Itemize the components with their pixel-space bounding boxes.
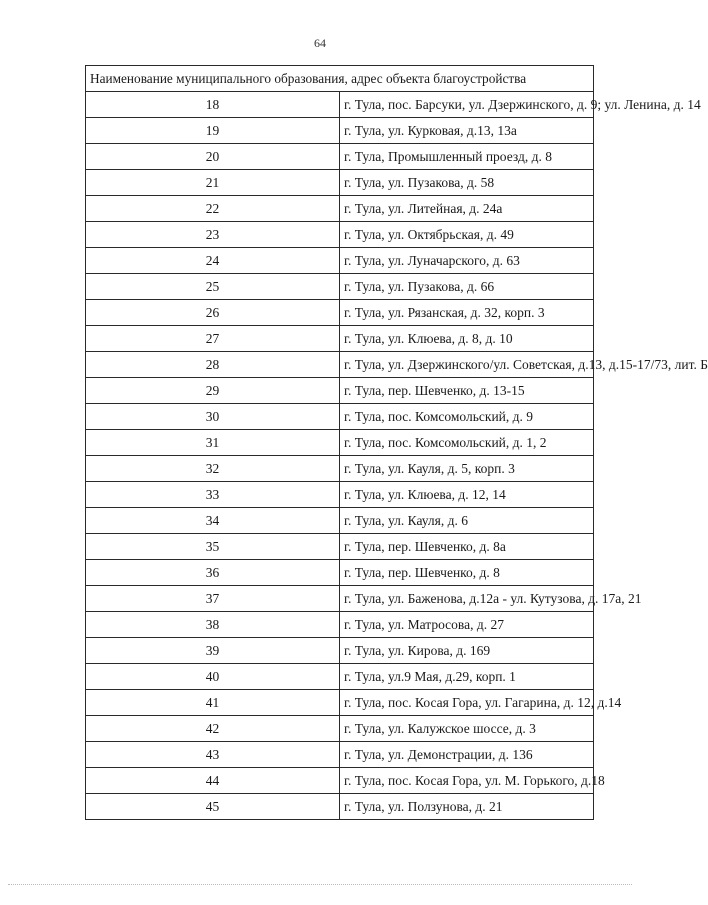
table-row — [86, 222, 594, 248]
row-address: г. Тула, пос. Комсомольский, д. 1, 2 — [340, 430, 594, 456]
table-row — [86, 638, 594, 664]
row-address: г. Тула, ул.9 Мая, д.29, корп. 1 — [340, 664, 594, 690]
table-row — [86, 534, 594, 560]
address-table — [85, 65, 708, 820]
row-number: 19 — [86, 118, 340, 144]
table-row — [86, 742, 594, 768]
table-row — [86, 690, 594, 716]
row-address: г. Тула, ул. Матросова, д. 27 — [340, 612, 594, 638]
row-address: г. Тула, ул. Дзержинского/ул. Советская, д.13, д.15-17/73, лит. Б — [340, 352, 594, 378]
row-address: г. Тула, ул. Ползунова, д. 21 — [340, 794, 594, 820]
row-number: 41 — [86, 690, 340, 716]
row-number: 22 — [86, 196, 340, 222]
table-header-row — [86, 66, 594, 92]
table-row — [86, 430, 594, 456]
row-number: 33 — [86, 482, 340, 508]
table-row — [86, 560, 594, 586]
table-row — [86, 118, 594, 144]
row-number: 38 — [86, 612, 340, 638]
table-row — [86, 612, 594, 638]
table-row — [86, 170, 594, 196]
table-body — [86, 92, 708, 820]
row-number: 25 — [86, 274, 340, 300]
row-number: 32 — [86, 456, 340, 482]
row-address: г. Тула, пос. Косая Гора, ул. М. Горького, д.18 — [340, 768, 594, 794]
table-row — [86, 586, 594, 612]
row-number: 39 — [86, 638, 340, 664]
row-number: 26 — [86, 300, 340, 326]
page-number: 64 — [314, 36, 326, 50]
row-address: г. Тула, ул. Рязанская, д. 32, корп. 3 — [340, 300, 594, 326]
row-address: г. Тула, пос. Барсуки, ул. Дзержинского, д. 9; ул. Ленина, д. 14 — [340, 92, 594, 118]
table-row — [86, 378, 594, 404]
table-row — [86, 274, 594, 300]
row-number: 20 — [86, 144, 340, 170]
row-address: г. Тула, ул. Калужское шоссе, д. 3 — [340, 716, 594, 742]
table-row — [86, 456, 594, 482]
row-number: 27 — [86, 326, 340, 352]
row-address: г. Тула, ул. Октябрьская, д. 49 — [340, 222, 594, 248]
row-number: 18 — [86, 92, 340, 118]
row-number: 31 — [86, 430, 340, 456]
row-number: 36 — [86, 560, 340, 586]
row-address: г. Тула, ул. Кауля, д. 5, корп. 3 — [340, 456, 594, 482]
table-row — [86, 300, 594, 326]
row-number: 37 — [86, 586, 340, 612]
table-header: Наименование муниципального образования, адрес объекта благоустройства — [86, 66, 594, 92]
table-row — [86, 508, 594, 534]
table-row — [86, 248, 594, 274]
table-row — [86, 482, 594, 508]
row-address: г. Тула, ул. Клюева, д. 12, 14 — [340, 482, 594, 508]
table-row — [86, 92, 594, 118]
row-address: г. Тула, ул. Баженова, д.12а - ул. Кутузова, д. 17а, 21 — [340, 586, 594, 612]
row-address: г. Тула, ул. Клюева, д. 8, д. 10 — [340, 326, 594, 352]
row-address: г. Тула, ул. Луначарского, д. 63 — [340, 248, 594, 274]
table-row — [86, 404, 594, 430]
row-address: г. Тула, ул. Кауля, д. 6 — [340, 508, 594, 534]
row-address: г. Тула, ул. Пузакова, д. 66 — [340, 274, 594, 300]
row-address: г. Тула, пер. Шевченко, д. 8 — [340, 560, 594, 586]
row-number: 42 — [86, 716, 340, 742]
table-row — [86, 768, 594, 794]
scan-edge-line — [8, 884, 632, 886]
row-number: 21 — [86, 170, 340, 196]
row-address: г. Тула, ул. Демонстрации, д. 136 — [340, 742, 594, 768]
row-address: г. Тула, ул. Литейная, д. 24а — [340, 196, 594, 222]
table-row — [86, 716, 594, 742]
row-number: 44 — [86, 768, 340, 794]
row-number: 43 — [86, 742, 340, 768]
row-number: 24 — [86, 248, 340, 274]
table-row — [86, 326, 594, 352]
row-number: 28 — [86, 352, 340, 378]
row-address: г. Тула, Промышленный проезд, д. 8 — [340, 144, 594, 170]
row-number: 40 — [86, 664, 340, 690]
table-row — [86, 794, 594, 820]
row-number: 35 — [86, 534, 340, 560]
row-number: 34 — [86, 508, 340, 534]
table-row — [86, 664, 594, 690]
row-address: г. Тула, пос. Косая Гора, ул. Гагарина, д. 12, д.14 — [340, 690, 594, 716]
row-number: 30 — [86, 404, 340, 430]
row-address: г. Тула, ул. Курковая, д.13, 13а — [340, 118, 594, 144]
row-number: 23 — [86, 222, 340, 248]
table-row — [86, 144, 594, 170]
row-number: 29 — [86, 378, 340, 404]
row-address: г. Тула, пер. Шевченко, д. 8а — [340, 534, 594, 560]
row-address: г. Тула, пос. Комсомольский, д. 9 — [340, 404, 594, 430]
row-number: 45 — [86, 794, 340, 820]
table-row — [86, 352, 594, 378]
row-address: г. Тула, пер. Шевченко, д. 13-15 — [340, 378, 594, 404]
row-address: г. Тула, ул. Кирова, д. 169 — [340, 638, 594, 664]
table-row — [86, 196, 594, 222]
row-address: г. Тула, ул. Пузакова, д. 58 — [340, 170, 594, 196]
